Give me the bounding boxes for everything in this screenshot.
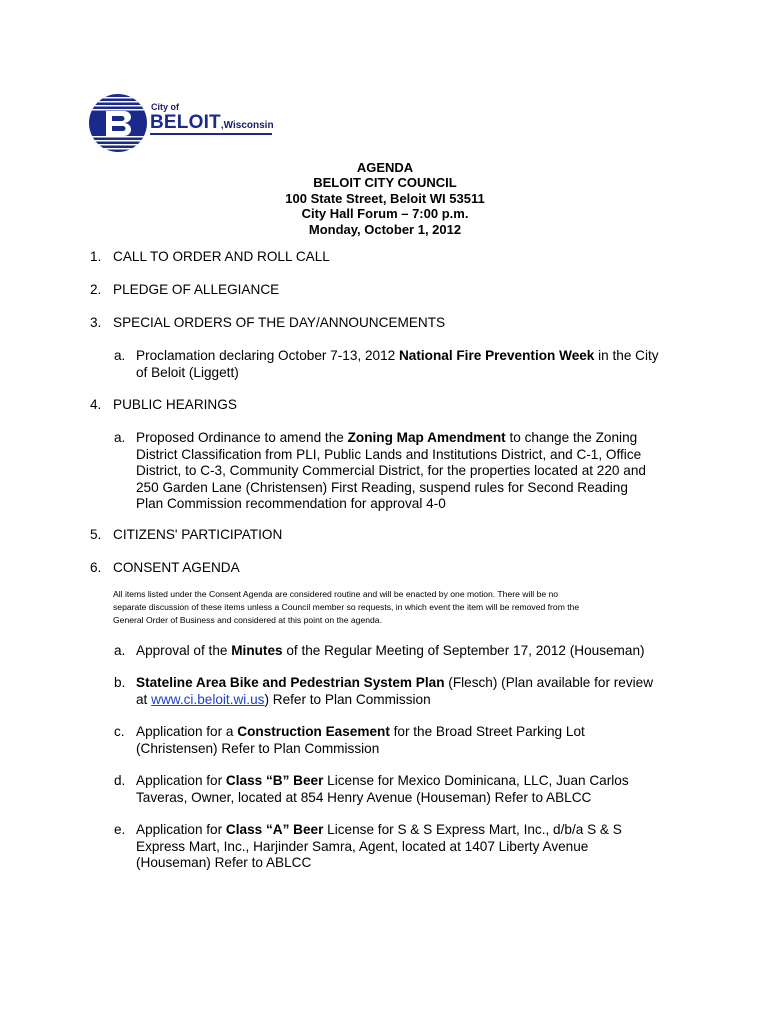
item-title: CITIZENS' PARTICIPATION bbox=[113, 527, 283, 542]
subitem-body bbox=[136, 773, 676, 806]
beloit-b-emblem-icon bbox=[88, 92, 148, 154]
note-line: All items listed under the Consent Agenda are considered routine and will be enacted by one motion. There will be no bbox=[113, 589, 559, 599]
text-run: of the Regular Meeting of September 17, 2012 (Houseman) bbox=[282, 643, 645, 658]
text-run: in the City bbox=[594, 348, 659, 363]
subitem-label: e. bbox=[114, 822, 126, 837]
subitem-body bbox=[136, 822, 676, 872]
logo-underline bbox=[150, 133, 272, 135]
item-number: 4. bbox=[90, 397, 102, 412]
subitem-label: a. bbox=[114, 430, 126, 445]
bold-text-run: Minutes bbox=[231, 643, 283, 658]
item-title: CALL TO ORDER AND ROLL CALL bbox=[113, 249, 330, 264]
subitem-line: Express Mart, Inc., Harjinder Samra, Agent, located at 1407 Liberty Avenue bbox=[136, 838, 589, 854]
text-run: Application for a bbox=[136, 724, 238, 739]
bold-text-run: Class “A” Beer bbox=[225, 822, 324, 837]
subitem-line: (Houseman) Refer to ABLCC bbox=[136, 855, 312, 871]
subitem-line: (Christensen) Refer to Plan Commission bbox=[136, 740, 380, 756]
subitem-body bbox=[136, 675, 676, 708]
bold-text-run: Construction Easement bbox=[237, 724, 390, 739]
subitem-label: a. bbox=[114, 348, 126, 363]
item-number: 2. bbox=[90, 282, 102, 297]
subitem-line bbox=[136, 348, 676, 365]
consent-agenda-note bbox=[113, 588, 673, 627]
subitem-line bbox=[136, 822, 676, 839]
bold-text-run: Stateline Area Bike and Pedestrian System Plan bbox=[136, 675, 445, 690]
subitem-body bbox=[136, 724, 676, 757]
text-run: Proposed Ordinance to amend the bbox=[136, 430, 348, 445]
subitem-line: District, to C-3, Community Commercial District, for the properties located at 220 and bbox=[136, 463, 646, 479]
agenda-title: AGENDA bbox=[356, 160, 414, 175]
text-run: for the Broad Street Parking Lot bbox=[389, 724, 585, 739]
text-run: (Flesch) (Plan available for review bbox=[444, 675, 654, 690]
bold-text-run: Class “B” Beer bbox=[225, 773, 324, 788]
city-website-link[interactable]: www.ci.beloit.wi.us bbox=[151, 691, 265, 707]
subitem-label: d. bbox=[114, 773, 126, 788]
city-logo bbox=[88, 92, 288, 156]
item-number: 5. bbox=[90, 527, 102, 542]
item-title: CONSENT AGENDA bbox=[113, 560, 240, 575]
subitem-body bbox=[136, 430, 676, 513]
note-line: General Order of Business and considered at this point on the agenda. bbox=[113, 615, 382, 625]
meeting-location: City Hall Forum – 7:00 p.m. bbox=[301, 206, 469, 222]
text-run: Proclamation declaring October 7-13, 2012 bbox=[136, 348, 399, 363]
note-line: separate discussion of these items unless a Council member so requests, in which event the item will be removed from the bbox=[113, 602, 580, 612]
subitem-line bbox=[136, 724, 676, 741]
item-title: PUBLIC HEARINGS bbox=[113, 397, 237, 412]
text-run: Application for bbox=[136, 822, 226, 837]
text-run: ) Refer to Plan Commission bbox=[264, 691, 431, 707]
text-run: License for Mexico Dominicana, LLC, Juan Carlos bbox=[323, 773, 629, 788]
subitem-line: Taveras, Owner, located at 854 Henry Avenue (Houseman) Refer to ABLCC bbox=[136, 789, 592, 805]
text-run: Approval of the bbox=[136, 643, 232, 658]
subitem-body bbox=[136, 643, 676, 660]
item-title: SPECIAL ORDERS OF THE DAY/ANNOUNCEMENTS bbox=[113, 315, 446, 330]
bold-text-run: Zoning Map Amendment bbox=[347, 430, 506, 445]
bold-text-run: National Fire Prevention Week bbox=[398, 348, 595, 363]
subitem-line bbox=[136, 773, 676, 790]
subitem-line: 250 Garden Lane (Christensen) First Reading, suspend rules for Second Reading bbox=[136, 479, 628, 495]
text-run: License for S & S Express Mart, Inc., d/b/a S & S bbox=[323, 822, 622, 837]
subitem-line: District Classification from PLI, Public Lands and Institutions District, and C-1, Office bbox=[136, 446, 642, 462]
logo-beloit bbox=[150, 112, 274, 134]
meeting-date: Monday, October 1, 2012 bbox=[308, 221, 462, 237]
text-run: at bbox=[136, 691, 152, 707]
item-number: 3. bbox=[90, 315, 102, 330]
council-name: BELOIT CITY COUNCIL bbox=[313, 175, 457, 191]
subitem-label: a. bbox=[114, 643, 126, 658]
subitem-label: b. bbox=[114, 675, 126, 690]
subitem-body bbox=[136, 348, 676, 381]
subitem-line bbox=[136, 692, 676, 709]
council-address: 100 State Street, Beloit WI 53511 bbox=[285, 190, 485, 206]
subitem-line: of Beloit (Liggett) bbox=[136, 364, 239, 380]
logo-beloit-word: BELOIT bbox=[150, 112, 221, 133]
subitem-line bbox=[136, 430, 676, 447]
item-number: 1. bbox=[90, 249, 102, 264]
text-run: Application for bbox=[136, 773, 226, 788]
item-title: PLEDGE OF ALLEGIANCE bbox=[113, 282, 280, 297]
text-run: to change the Zoning bbox=[505, 430, 638, 445]
logo-state: ,Wisconsin bbox=[220, 120, 274, 131]
subitem-label: c. bbox=[114, 724, 125, 739]
subitem-line bbox=[136, 675, 676, 692]
logo-city-of: City of bbox=[151, 102, 179, 112]
subitem-line: Plan Commission recommendation for approval 4-0 bbox=[136, 496, 446, 512]
subitem-line bbox=[136, 643, 676, 660]
item-number: 6. bbox=[90, 560, 102, 575]
agenda-header bbox=[0, 160, 770, 237]
